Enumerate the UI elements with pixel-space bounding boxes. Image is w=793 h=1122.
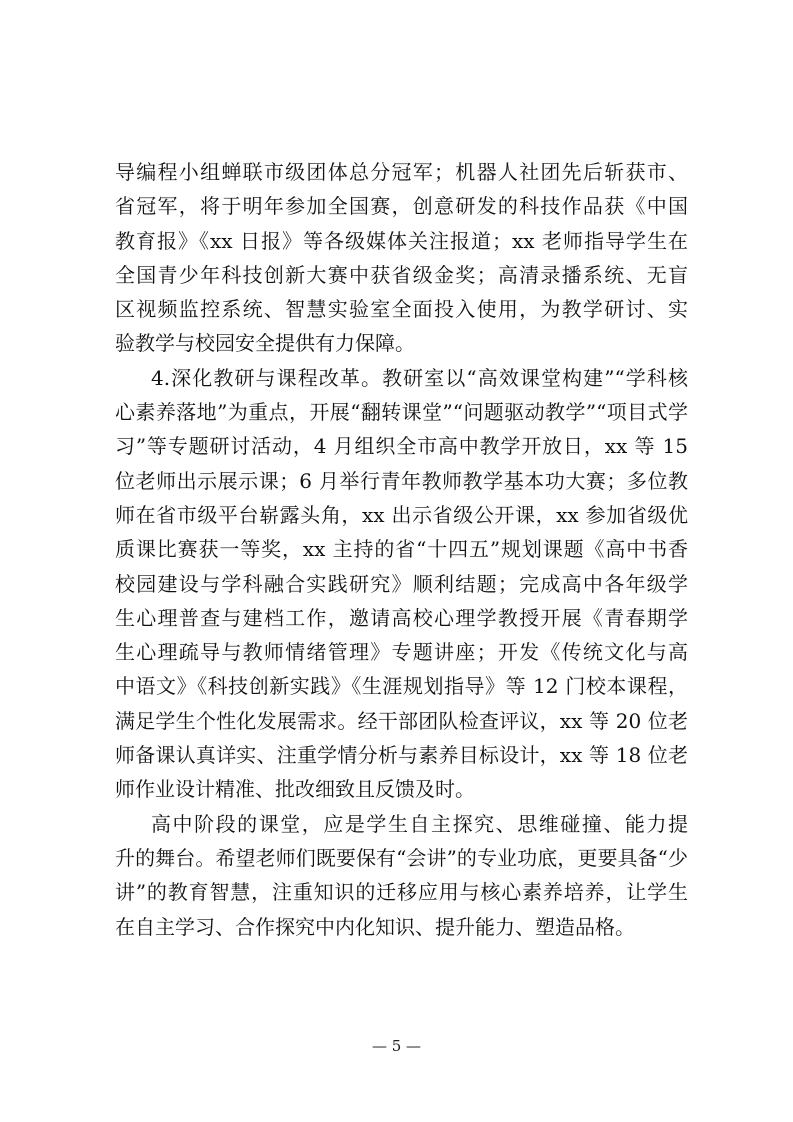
text-line: 全国青少年科技创新大赛中获省级金奖；高清录播系统、无盲 [115, 262, 688, 287]
text-line: 在自主学习、合作探究中内化知识、提升能力、塑造品格。 [115, 914, 635, 939]
text-line: 4.深化教研与课程改革。教研室以“高效课堂构建”“学科核 [151, 365, 688, 390]
text-line: 中语文》《科技创新实践》《生涯规划指导》等 12 门校本课程， [115, 674, 688, 699]
text-line: 升的舞台。希望老师们既要保有“会讲”的专业功底，更要具备“少 [115, 845, 688, 870]
text-line: 质课比赛获一等奖，xx 主持的省“十四五”规划课题《高中书香 [115, 537, 688, 562]
text-line: 区视频监控系统、智慧实验室全面投入使用，为教学研讨、实 [115, 297, 688, 322]
text-line: 省冠军，将于明年参加全国赛，创意研发的科技作品获《中国 [115, 194, 688, 219]
text-line: 师在省市级平台崭露头角，xx 出示省级公开课，xx 参加省级优 [115, 502, 688, 527]
text-line: 心素养落地”为重点，开展“翻转课堂”“问题驱动教学”“项目式学 [115, 400, 688, 425]
text-line: 生心理疏导与教师情绪管理》专题讲座；开发《传统文化与高 [115, 640, 688, 665]
text-line: 验教学与校园安全提供有力保障。 [115, 331, 415, 356]
text-line: 生心理普查与建档工作，邀请高校心理学教授开展《青春期学 [115, 605, 688, 630]
text-line: 校园建设与学科融合实践研究》顺利结题；完成高中各年级学 [115, 571, 688, 596]
text-line: 满足学生个性化发展需求。经干部团队检查评议，xx 等 20 位老 [115, 708, 688, 733]
text-line: 讲”的教育智慧，注重知识的迁移应用与核心素养培养，让学生 [115, 880, 688, 905]
text-line: 师备课认真详实、注重学情分析与素养目标设计，xx 等 18 位老 [115, 743, 688, 768]
text-line: 位老师出示展示课；6 月举行青年教师教学基本功大赛；多位教 [115, 468, 688, 493]
text-line: 导编程小组蝉联市级团体总分冠军；机器人社团先后斩获市、 [115, 160, 688, 184]
page-number: — 5 — [371, 1037, 422, 1055]
text-line: 师作业设计精准、批改细致且反馈及时。 [115, 777, 475, 802]
text-line: 教育报》《xx 日报》等各级媒体关注报道；xx 老师指导学生在 [115, 228, 688, 253]
body-text [115, 155, 688, 944]
text-line: 习”等专题研讨活动，4 月组织全市高中教学开放日，xx 等 15 [115, 434, 688, 459]
text-line: 高中阶段的课堂，应是学生自主探究、思维碰撞、能力提 [151, 811, 688, 836]
